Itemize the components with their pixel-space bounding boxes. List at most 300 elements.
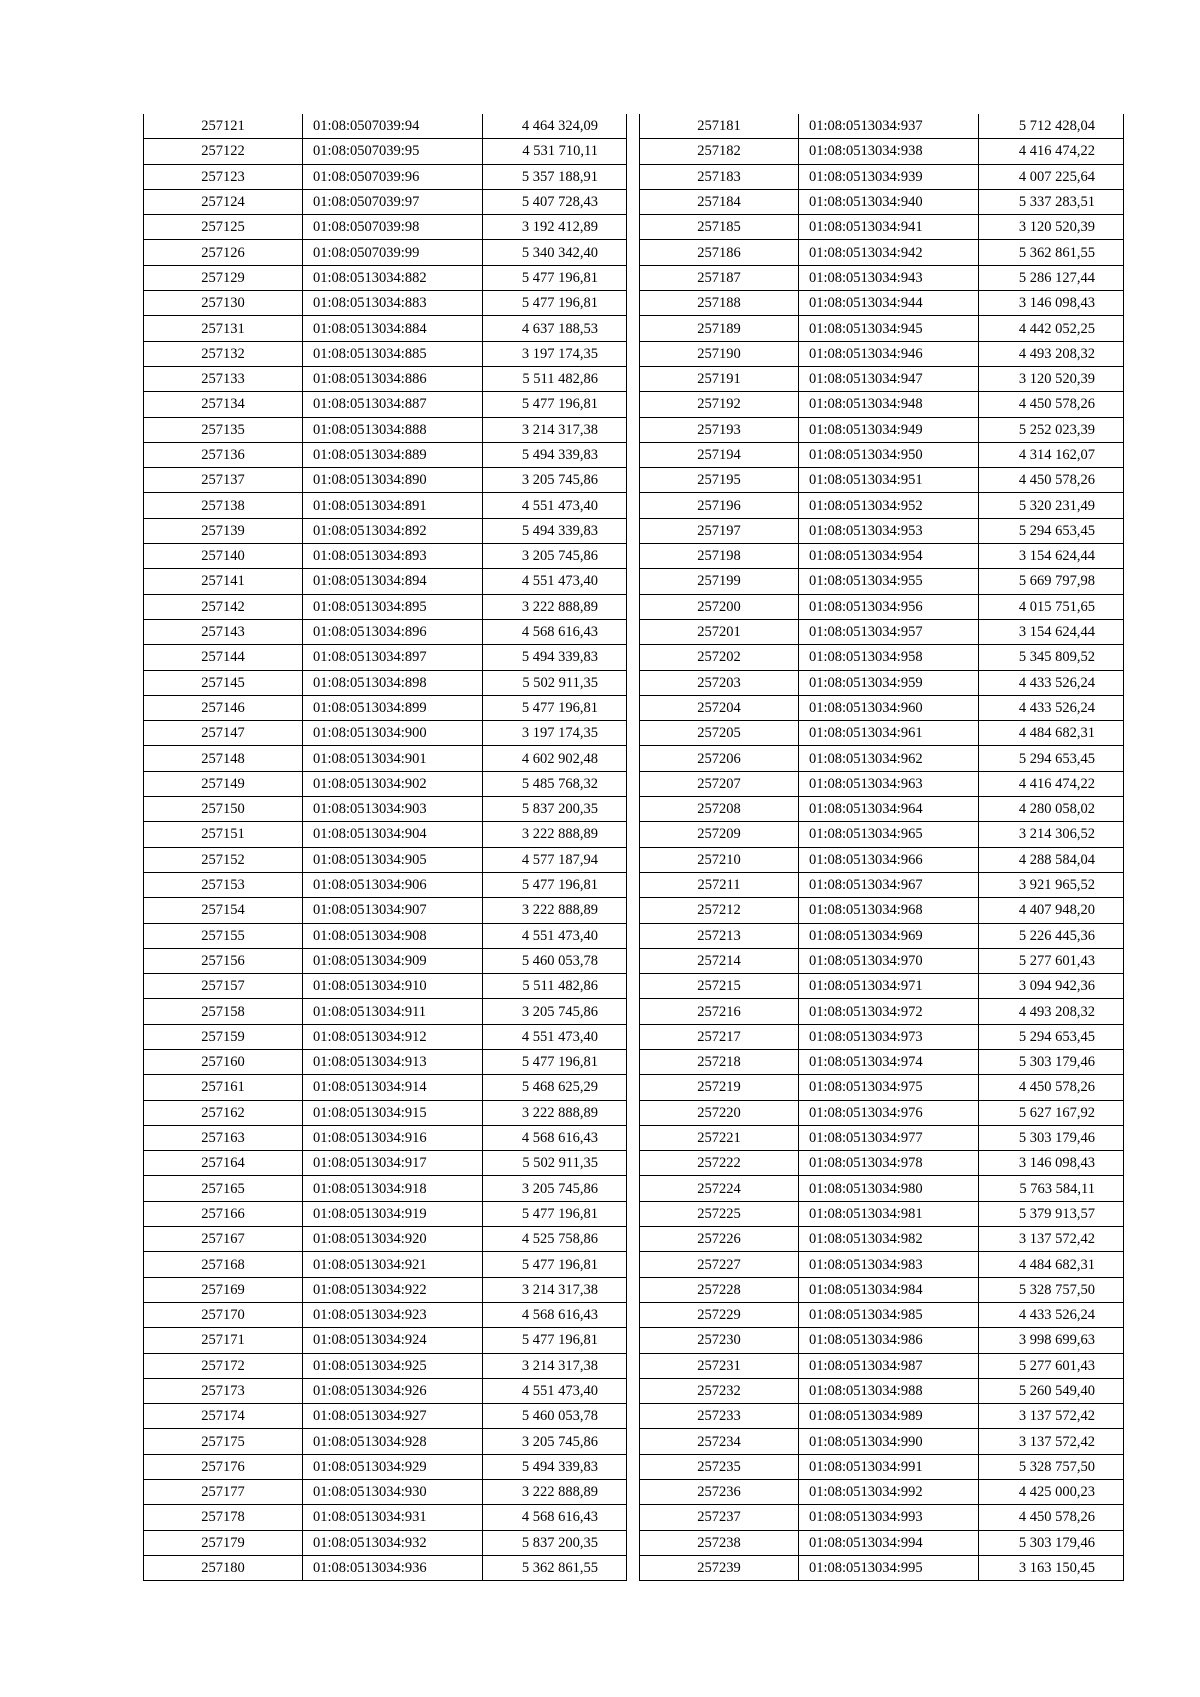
cadastral-number-cell: 01:08:0513034:885 (303, 341, 483, 366)
cadastral-value-cell: 4 551 473,40 (483, 1024, 627, 1049)
table-row (640, 1176, 1124, 1201)
table-row (640, 1024, 1124, 1049)
cadastral-number-cell: 01:08:0513034:898 (303, 670, 483, 695)
cadastral-number-cell: 01:08:0513034:895 (303, 594, 483, 619)
object-number-cell: 257150 (144, 797, 303, 822)
object-number-cell: 257201 (640, 619, 799, 644)
cadastral-value-cell: 5 328 757,50 (979, 1277, 1124, 1302)
cadastral-value-cell: 5 627 167,92 (979, 1100, 1124, 1125)
object-number-cell: 257129 (144, 265, 303, 290)
table-row (640, 1530, 1124, 1555)
cadastral-value-cell: 4 568 616,43 (483, 1302, 627, 1327)
object-number-cell: 257198 (640, 544, 799, 569)
table-row (144, 948, 627, 973)
object-number-cell: 257146 (144, 695, 303, 720)
table-row (640, 1302, 1124, 1327)
cadastral-value-cell: 5 485 768,32 (483, 771, 627, 796)
cadastral-number-cell: 01:08:0513034:945 (799, 316, 979, 341)
object-number-cell: 257229 (640, 1302, 799, 1327)
object-number-cell: 257214 (640, 948, 799, 973)
object-number-cell: 257133 (144, 366, 303, 391)
table-row (144, 316, 627, 341)
table-row (640, 1075, 1124, 1100)
cadastral-value-cell: 5 303 179,46 (979, 1125, 1124, 1150)
cadastral-number-cell: 01:08:0513034:911 (303, 999, 483, 1024)
table-row (144, 695, 627, 720)
cadastral-value-cell: 5 477 196,81 (483, 265, 627, 290)
cadastral-number-cell: 01:08:0513034:926 (303, 1378, 483, 1403)
object-number-cell: 257167 (144, 1227, 303, 1252)
cadastral-number-cell: 01:08:0513034:942 (799, 240, 979, 265)
object-number-cell: 257234 (640, 1429, 799, 1454)
table-row (144, 1454, 627, 1479)
cadastral-value-cell: 3 137 572,42 (979, 1429, 1124, 1454)
cadastral-value-cell: 3 137 572,42 (979, 1227, 1124, 1252)
cadastral-number-cell: 01:08:0513034:902 (303, 771, 483, 796)
cadastral-value-cell: 4 493 208,32 (979, 999, 1124, 1024)
cadastral-value-cell: 3 222 888,89 (483, 594, 627, 619)
cadastral-number-cell: 01:08:0513034:919 (303, 1201, 483, 1226)
table-row (144, 1252, 627, 1277)
cadastral-number-cell: 01:08:0513034:938 (799, 139, 979, 164)
table-row (144, 1353, 627, 1378)
cadastral-value-cell: 5 502 911,35 (483, 1151, 627, 1176)
object-number-cell: 257216 (640, 999, 799, 1024)
object-number-cell: 257169 (144, 1277, 303, 1302)
cadastral-value-cell: 4 450 578,26 (979, 1075, 1124, 1100)
cadastral-value-cell: 4 015 751,65 (979, 594, 1124, 619)
table-row (640, 619, 1124, 644)
cadastral-value-cell: 5 286 127,44 (979, 265, 1124, 290)
table-row (640, 189, 1124, 214)
object-number-cell: 257166 (144, 1201, 303, 1226)
cadastral-value-cell: 4 525 758,86 (483, 1227, 627, 1252)
object-number-cell: 257195 (640, 468, 799, 493)
cadastral-value-cell: 5 477 196,81 (483, 872, 627, 897)
cadastral-number-cell: 01:08:0513034:917 (303, 1151, 483, 1176)
cadastral-number-cell: 01:08:0513034:957 (799, 619, 979, 644)
object-number-cell: 257121 (144, 114, 303, 139)
cadastral-value-cell: 5 294 653,45 (979, 746, 1124, 771)
cadastral-number-cell: 01:08:0513034:965 (799, 822, 979, 847)
object-number-cell: 257130 (144, 291, 303, 316)
cadastral-number-cell: 01:08:0513034:983 (799, 1252, 979, 1277)
object-number-cell: 257191 (640, 366, 799, 391)
object-number-cell: 257206 (640, 746, 799, 771)
cadastral-value-cell: 5 337 283,51 (979, 189, 1124, 214)
cadastral-number-cell: 01:08:0513034:973 (799, 1024, 979, 1049)
cadastral-value-cell: 5 328 757,50 (979, 1454, 1124, 1479)
cadastral-number-cell: 01:08:0513034:925 (303, 1353, 483, 1378)
object-number-cell: 257187 (640, 265, 799, 290)
cadastral-number-cell: 01:08:0513034:984 (799, 1277, 979, 1302)
cadastral-value-cell: 4 568 616,43 (483, 1125, 627, 1150)
object-number-cell: 257182 (640, 139, 799, 164)
cadastral-value-cell: 4 577 187,94 (483, 847, 627, 872)
table-row (640, 366, 1124, 391)
object-number-cell: 257215 (640, 974, 799, 999)
object-number-cell: 257222 (640, 1151, 799, 1176)
table-row (144, 619, 627, 644)
object-number-cell: 257181 (640, 114, 799, 139)
table-row (640, 1555, 1124, 1580)
cadastral-number-cell: 01:08:0513034:920 (303, 1227, 483, 1252)
table-row (640, 999, 1124, 1024)
cadastral-number-cell: 01:08:0513034:951 (799, 468, 979, 493)
object-number-cell: 257208 (640, 797, 799, 822)
cadastral-number-cell: 01:08:0513034:943 (799, 265, 979, 290)
object-number-cell: 257204 (640, 695, 799, 720)
cadastral-value-cell: 5 477 196,81 (483, 695, 627, 720)
cadastral-number-cell: 01:08:0513034:900 (303, 721, 483, 746)
cadastral-number-cell: 01:08:0513034:994 (799, 1530, 979, 1555)
table-row (144, 1530, 627, 1555)
object-number-cell: 257139 (144, 518, 303, 543)
object-number-cell: 257141 (144, 569, 303, 594)
object-number-cell: 257143 (144, 619, 303, 644)
cadastral-value-cell: 5 494 339,83 (483, 645, 627, 670)
table-row (144, 1480, 627, 1505)
object-number-cell: 257171 (144, 1328, 303, 1353)
cadastral-number-cell: 01:08:0513034:948 (799, 392, 979, 417)
cadastral-number-cell: 01:08:0513034:923 (303, 1302, 483, 1327)
object-number-cell: 257126 (144, 240, 303, 265)
object-number-cell: 257125 (144, 215, 303, 240)
cadastral-number-cell: 01:08:0513034:918 (303, 1176, 483, 1201)
table-row (144, 1505, 627, 1530)
cadastral-number-cell: 01:08:0507039:99 (303, 240, 483, 265)
object-number-cell: 257183 (640, 164, 799, 189)
table-row (640, 721, 1124, 746)
table-row (144, 1151, 627, 1176)
table-row (640, 139, 1124, 164)
table-row (640, 1227, 1124, 1252)
cadastral-number-cell: 01:08:0513034:970 (799, 948, 979, 973)
cadastral-value-cell: 5 511 482,86 (483, 366, 627, 391)
cadastral-number-cell: 01:08:0513034:922 (303, 1277, 483, 1302)
cadastral-number-cell: 01:08:0513034:967 (799, 872, 979, 897)
cadastral-number-cell: 01:08:0513034:892 (303, 518, 483, 543)
table-row (144, 518, 627, 543)
cadastral-number-cell: 01:08:0507039:95 (303, 139, 483, 164)
table-row (144, 670, 627, 695)
cadastral-number-cell: 01:08:0513034:989 (799, 1404, 979, 1429)
cadastral-value-cell: 5 477 196,81 (483, 1049, 627, 1074)
object-number-cell: 257135 (144, 417, 303, 442)
cadastral-number-cell: 01:08:0513034:992 (799, 1480, 979, 1505)
cadastral-number-cell: 01:08:0513034:890 (303, 468, 483, 493)
table-row (144, 215, 627, 240)
table-row (144, 923, 627, 948)
object-number-cell: 257149 (144, 771, 303, 796)
cadastral-value-cell: 4 450 578,26 (979, 392, 1124, 417)
table-row (144, 1555, 627, 1580)
cadastral-value-cell: 5 477 196,81 (483, 291, 627, 316)
table-row (640, 746, 1124, 771)
cadastral-value-cell: 5 468 625,29 (483, 1075, 627, 1100)
cadastral-number-cell: 01:08:0513034:991 (799, 1454, 979, 1479)
cadastral-value-cell: 3 146 098,43 (979, 1151, 1124, 1176)
table-row (640, 923, 1124, 948)
cadastral-value-cell: 5 477 196,81 (483, 1252, 627, 1277)
cadastral-number-cell: 01:08:0513034:988 (799, 1378, 979, 1403)
cadastral-number-cell: 01:08:0513034:893 (303, 544, 483, 569)
cadastral-number-cell: 01:08:0513034:990 (799, 1429, 979, 1454)
table-row (144, 1302, 627, 1327)
cadastral-number-cell: 01:08:0513034:972 (799, 999, 979, 1024)
cadastral-value-cell: 3 921 965,52 (979, 872, 1124, 897)
table-row (640, 164, 1124, 189)
cadastral-value-cell: 5 226 445,36 (979, 923, 1124, 948)
cadastral-value-cell: 5 260 549,40 (979, 1378, 1124, 1403)
cadastral-value-cell: 3 222 888,89 (483, 1480, 627, 1505)
cadastral-number-cell: 01:08:0513034:887 (303, 392, 483, 417)
object-number-cell: 257237 (640, 1505, 799, 1530)
cadastral-value-cell: 5 460 053,78 (483, 948, 627, 973)
cadastral-value-cell: 4 407 948,20 (979, 898, 1124, 923)
cadastral-value-cell: 3 120 520,39 (979, 215, 1124, 240)
cadastral-number-cell: 01:08:0513034:891 (303, 493, 483, 518)
table-row (640, 291, 1124, 316)
cadastral-number-cell: 01:08:0513034:976 (799, 1100, 979, 1125)
object-number-cell: 257193 (640, 417, 799, 442)
object-number-cell: 257212 (640, 898, 799, 923)
cadastral-value-cell: 4 425 000,23 (979, 1480, 1124, 1505)
cadastral-value-cell: 5 494 339,83 (483, 1454, 627, 1479)
cadastral-number-cell: 01:08:0513034:986 (799, 1328, 979, 1353)
cadastral-value-cell: 5 294 653,45 (979, 518, 1124, 543)
table-row (640, 493, 1124, 518)
cadastral-number-cell: 01:08:0513034:921 (303, 1252, 483, 1277)
cadastral-value-cell: 5 502 911,35 (483, 670, 627, 695)
cadastral-value-cell: 5 277 601,43 (979, 948, 1124, 973)
table-row (640, 215, 1124, 240)
object-number-cell: 257168 (144, 1252, 303, 1277)
object-number-cell: 257131 (144, 316, 303, 341)
cadastral-number-cell: 01:08:0513034:916 (303, 1125, 483, 1150)
object-number-cell: 257154 (144, 898, 303, 923)
cadastral-value-cell: 3 205 745,86 (483, 468, 627, 493)
table-row (640, 240, 1124, 265)
cadastral-number-cell: 01:08:0513034:929 (303, 1454, 483, 1479)
cadastral-value-cell: 5 320 231,49 (979, 493, 1124, 518)
table-row (640, 316, 1124, 341)
object-number-cell: 257142 (144, 594, 303, 619)
table-row (144, 366, 627, 391)
cadastral-number-cell: 01:08:0513034:953 (799, 518, 979, 543)
table-row (144, 468, 627, 493)
cadastral-value-cell: 4 433 526,24 (979, 695, 1124, 720)
cadastral-number-cell: 01:08:0513034:939 (799, 164, 979, 189)
table-row (144, 771, 627, 796)
object-number-cell: 257145 (144, 670, 303, 695)
object-number-cell: 257147 (144, 721, 303, 746)
cadastral-value-cell: 3 137 572,42 (979, 1404, 1124, 1429)
cadastral-number-cell: 01:08:0513034:897 (303, 645, 483, 670)
cadastral-number-cell: 01:08:0513034:963 (799, 771, 979, 796)
object-number-cell: 257173 (144, 1378, 303, 1403)
cadastral-value-cell: 4 288 584,04 (979, 847, 1124, 872)
table-row (144, 1049, 627, 1074)
cadastral-value-cell: 4 568 616,43 (483, 619, 627, 644)
cadastral-value-cell: 5 477 196,81 (483, 1328, 627, 1353)
table-row (144, 1100, 627, 1125)
cadastral-number-cell: 01:08:0513034:940 (799, 189, 979, 214)
table-row (640, 392, 1124, 417)
object-number-cell: 257176 (144, 1454, 303, 1479)
table-row (640, 442, 1124, 467)
table-row (144, 645, 627, 670)
table-row (640, 1201, 1124, 1226)
object-number-cell: 257175 (144, 1429, 303, 1454)
object-number-cell: 257228 (640, 1277, 799, 1302)
cadastral-number-cell: 01:08:0513034:927 (303, 1404, 483, 1429)
object-number-cell: 257122 (144, 139, 303, 164)
object-number-cell: 257186 (640, 240, 799, 265)
cadastral-number-cell: 01:08:0513034:886 (303, 366, 483, 391)
cadastral-value-cell: 5 340 342,40 (483, 240, 627, 265)
table-row (640, 1378, 1124, 1403)
table-row (640, 771, 1124, 796)
object-number-cell: 257180 (144, 1555, 303, 1580)
cadastral-value-cell: 4 551 473,40 (483, 569, 627, 594)
table-row (640, 974, 1124, 999)
table-row (144, 847, 627, 872)
cadastral-table-left (143, 114, 627, 1581)
table-row (144, 797, 627, 822)
cadastral-value-cell: 5 357 188,91 (483, 164, 627, 189)
object-number-cell: 257194 (640, 442, 799, 467)
object-number-cell: 257152 (144, 847, 303, 872)
cadastral-number-cell: 01:08:0513034:978 (799, 1151, 979, 1176)
table-row (640, 1049, 1124, 1074)
table-row (640, 1277, 1124, 1302)
object-number-cell: 257232 (640, 1378, 799, 1403)
cadastral-number-cell: 01:08:0513034:959 (799, 670, 979, 695)
object-number-cell: 257225 (640, 1201, 799, 1226)
cadastral-number-cell: 01:08:0507039:98 (303, 215, 483, 240)
cadastral-value-cell: 4 416 474,22 (979, 771, 1124, 796)
cadastral-value-cell: 5 494 339,83 (483, 518, 627, 543)
cadastral-value-cell: 3 214 317,38 (483, 1353, 627, 1378)
cadastral-value-cell: 5 379 913,57 (979, 1201, 1124, 1226)
cadastral-value-cell: 5 277 601,43 (979, 1353, 1124, 1378)
table-row (144, 872, 627, 897)
cadastral-value-cell: 4 314 162,07 (979, 442, 1124, 467)
cadastral-number-cell: 01:08:0513034:949 (799, 417, 979, 442)
cadastral-value-cell: 4 551 473,40 (483, 1378, 627, 1403)
object-number-cell: 257205 (640, 721, 799, 746)
table-row (640, 544, 1124, 569)
object-number-cell: 257202 (640, 645, 799, 670)
table-row (144, 1328, 627, 1353)
cadastral-number-cell: 01:08:0513034:946 (799, 341, 979, 366)
table-row (640, 872, 1124, 897)
cadastral-number-cell: 01:08:0513034:882 (303, 265, 483, 290)
object-number-cell: 257203 (640, 670, 799, 695)
object-number-cell: 257157 (144, 974, 303, 999)
object-number-cell: 257158 (144, 999, 303, 1024)
table-row (144, 493, 627, 518)
cadastral-number-cell: 01:08:0513034:884 (303, 316, 483, 341)
cadastral-value-cell: 3 205 745,86 (483, 1429, 627, 1454)
cadastral-number-cell: 01:08:0513034:952 (799, 493, 979, 518)
table-row (640, 670, 1124, 695)
cadastral-value-cell: 5 460 053,78 (483, 1404, 627, 1429)
table-row (144, 822, 627, 847)
object-number-cell: 257218 (640, 1049, 799, 1074)
cadastral-number-cell: 01:08:0513034:956 (799, 594, 979, 619)
cadastral-value-cell: 4 433 526,24 (979, 670, 1124, 695)
cadastral-number-cell: 01:08:0513034:993 (799, 1505, 979, 1530)
object-number-cell: 257227 (640, 1252, 799, 1277)
object-number-cell: 257165 (144, 1176, 303, 1201)
table-row (144, 1378, 627, 1403)
table-row (144, 1277, 627, 1302)
cadastral-value-cell: 3 120 520,39 (979, 366, 1124, 391)
table-row (144, 189, 627, 214)
cadastral-number-cell: 01:08:0513034:981 (799, 1201, 979, 1226)
object-number-cell: 257239 (640, 1555, 799, 1580)
cadastral-number-cell: 01:08:0513034:930 (303, 1480, 483, 1505)
cadastral-value-cell: 5 669 797,98 (979, 569, 1124, 594)
table-row (144, 721, 627, 746)
cadastral-value-cell: 4 551 473,40 (483, 923, 627, 948)
cadastral-value-cell: 3 146 098,43 (979, 291, 1124, 316)
cadastral-number-cell: 01:08:0513034:910 (303, 974, 483, 999)
object-number-cell: 257236 (640, 1480, 799, 1505)
cadastral-value-cell: 4 450 578,26 (979, 468, 1124, 493)
cadastral-value-cell: 5 252 023,39 (979, 417, 1124, 442)
table-row (640, 468, 1124, 493)
object-number-cell: 257156 (144, 948, 303, 973)
object-number-cell: 257196 (640, 493, 799, 518)
table-row (640, 898, 1124, 923)
cadastral-number-cell: 01:08:0513034:975 (799, 1075, 979, 1100)
cadastral-number-cell: 01:08:0507039:96 (303, 164, 483, 189)
object-number-cell: 257136 (144, 442, 303, 467)
cadastral-value-cell: 3 163 150,45 (979, 1555, 1124, 1580)
object-number-cell: 257160 (144, 1049, 303, 1074)
table-row (144, 392, 627, 417)
cadastral-number-cell: 01:08:0513034:944 (799, 291, 979, 316)
cadastral-number-cell: 01:08:0513034:928 (303, 1429, 483, 1454)
cadastral-number-cell: 01:08:0513034:950 (799, 442, 979, 467)
cadastral-value-cell: 3 998 699,63 (979, 1328, 1124, 1353)
cadastral-number-cell: 01:08:0513034:980 (799, 1176, 979, 1201)
table-row (640, 948, 1124, 973)
table-body-left (144, 114, 627, 1581)
table-row (144, 594, 627, 619)
cadastral-value-cell: 4 007 225,64 (979, 164, 1124, 189)
cadastral-value-cell: 5 303 179,46 (979, 1530, 1124, 1555)
table-row (640, 695, 1124, 720)
table-row (144, 291, 627, 316)
cadastral-value-cell: 4 416 474,22 (979, 139, 1124, 164)
object-number-cell: 257238 (640, 1530, 799, 1555)
table-row (144, 1404, 627, 1429)
cadastral-number-cell: 01:08:0513034:947 (799, 366, 979, 391)
object-number-cell: 257124 (144, 189, 303, 214)
cadastral-value-cell: 5 712 428,04 (979, 114, 1124, 139)
table-row (144, 164, 627, 189)
cadastral-value-cell: 4 531 710,11 (483, 139, 627, 164)
table-row (144, 569, 627, 594)
cadastral-number-cell: 01:08:0513034:995 (799, 1555, 979, 1580)
cadastral-value-cell: 5 303 179,46 (979, 1049, 1124, 1074)
table-row (144, 1227, 627, 1252)
cadastral-value-cell: 4 484 682,31 (979, 1252, 1124, 1277)
